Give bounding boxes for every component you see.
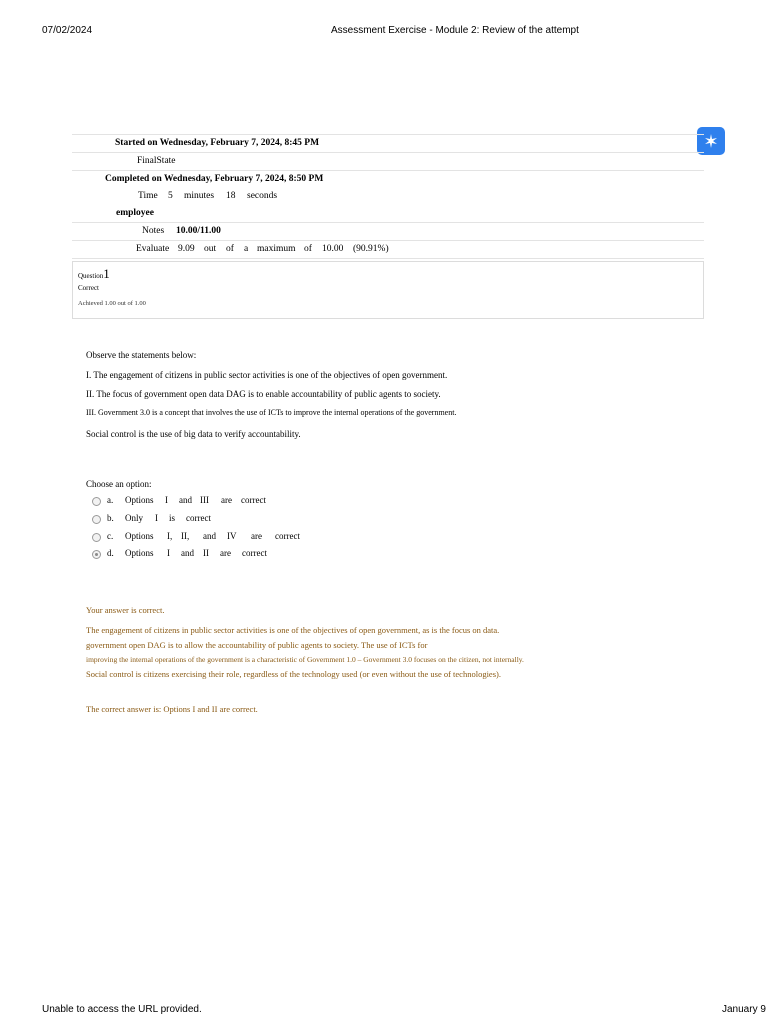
question-number-value: 1 xyxy=(103,266,110,281)
evaluate-maximum: 10.00 xyxy=(322,244,344,254)
statement-2: II. The focus of government open data DAG is to enable accountability of public agents to society. xyxy=(86,389,441,399)
option-letter: c. xyxy=(107,531,114,541)
evaluate-word: out xyxy=(204,244,217,254)
question-intro: Observe the statements below: xyxy=(86,350,197,360)
completed-on: Completed on Wednesday, February 7, 2024, 8:50 PM xyxy=(105,174,324,184)
option-word: I xyxy=(165,495,168,505)
statement-3: III. Government 3.0 is a concept that involves the use of ICTs to improve the internal operations of the government. xyxy=(86,408,457,417)
option-letter: b. xyxy=(107,513,114,523)
option-word: III xyxy=(200,495,209,505)
summary-row-time xyxy=(72,188,704,205)
feedback-line: Social control is citizens exercising their role, regardless of the technology used (or even without the use of technologies). xyxy=(86,669,501,679)
attempt-state: FinalState xyxy=(137,156,176,166)
option-word: correct xyxy=(275,531,300,541)
summary-row-state xyxy=(72,152,704,170)
notes-value: 10.00/11.00 xyxy=(176,226,221,236)
option-word: are xyxy=(221,495,232,505)
attempt-summary xyxy=(72,134,704,259)
question-info-box xyxy=(72,261,704,319)
evaluate-word: a xyxy=(244,244,249,254)
option-word: and xyxy=(203,531,216,541)
started-on: Started on Wednesday, February 7, 2024, 8:45 PM xyxy=(115,138,320,148)
evaluate-word: of xyxy=(304,244,312,254)
notes-label: Notes xyxy=(142,226,165,236)
evaluate-word: of xyxy=(226,244,234,254)
radio-button[interactable] xyxy=(92,497,101,506)
time-minutes-unit: minutes xyxy=(184,191,215,201)
time-label: Time xyxy=(138,191,158,201)
option-word: and xyxy=(181,548,194,558)
option-word: Options xyxy=(125,548,154,558)
option-word: correct xyxy=(242,548,267,558)
option-word: are xyxy=(251,531,262,541)
option-label xyxy=(125,495,266,505)
option-letter: d. xyxy=(107,548,114,558)
print-date: 07/02/2024 xyxy=(42,25,93,36)
summary-row-notes xyxy=(72,222,704,240)
summary-row-employee xyxy=(72,205,704,222)
option-word: Options xyxy=(125,495,154,505)
radio-button[interactable] xyxy=(92,515,101,524)
option-word: II, xyxy=(181,531,190,541)
option-word: is xyxy=(169,513,176,523)
evaluate-label: Evaluate xyxy=(136,244,170,254)
feedback-line: government open DAG is to allow the accountability of public agents to society. The use of ICTs for xyxy=(86,640,428,650)
feedback-line: The engagement of citizens in public sector activities is one of the objectives of open government, as is the focus on data. xyxy=(86,625,500,635)
option-word: correct xyxy=(186,513,211,523)
evaluate-word: maximum xyxy=(257,244,296,254)
feedback-line: improving the internal operations of the government is a characteristic of Government 1.0 – Government 3.0 focuses on the citizen, not internally. xyxy=(86,655,524,664)
print-header xyxy=(0,24,768,38)
option-word: II xyxy=(203,548,209,558)
choose-prompt: Choose an option: xyxy=(86,479,152,489)
page-info: January 9 xyxy=(722,1004,766,1015)
employee-label: employee xyxy=(116,208,154,218)
summary-row-evaluate xyxy=(72,240,704,259)
question-state: Correct xyxy=(78,284,99,292)
evaluate-percent: (90.91%) xyxy=(353,244,389,254)
option-word: Only xyxy=(125,513,143,523)
statement-1: I. The engagement of citizens in public sector activities is one of the objectives of open government. xyxy=(86,370,448,380)
option-letter: a. xyxy=(107,495,114,505)
url-note: Unable to access the URL provided. xyxy=(42,1004,202,1015)
question-grade: Achieved 1.00 out of 1.00 xyxy=(78,300,146,307)
option-label xyxy=(125,513,211,523)
option-label xyxy=(125,531,300,541)
time-seconds-value: 18 xyxy=(226,191,236,201)
print-title: Assessment Exercise - Module 2: Review of the attempt xyxy=(331,25,579,36)
option-word: I, xyxy=(167,531,173,541)
evaluate-score: 9.09 xyxy=(178,244,195,254)
summary-row-completed xyxy=(72,170,704,188)
question-number xyxy=(78,266,110,282)
option-word: I xyxy=(167,548,170,558)
correct-answer: The correct answer is: Options I and II are correct. xyxy=(86,704,258,714)
radio-button[interactable] xyxy=(92,533,101,542)
option-label xyxy=(125,548,267,558)
question-label: Question xyxy=(78,272,104,280)
time-minutes-value: 5 xyxy=(168,191,173,201)
option-word: and xyxy=(179,495,192,505)
option-word: correct xyxy=(241,495,266,505)
summary-row-started xyxy=(72,134,704,152)
statement-4: Social control is the use of big data to verify accountability. xyxy=(86,429,301,439)
option-word: IV xyxy=(227,531,237,541)
option-word: Options xyxy=(125,531,154,541)
sparkle-hand-icon xyxy=(702,132,720,150)
option-word: I xyxy=(155,513,158,523)
radio-button-selected[interactable] xyxy=(92,550,101,559)
time-seconds-unit: seconds xyxy=(247,191,278,201)
feedback-result: Your answer is correct. xyxy=(86,605,165,615)
option-word: are xyxy=(220,548,231,558)
print-footer xyxy=(0,1003,768,1017)
